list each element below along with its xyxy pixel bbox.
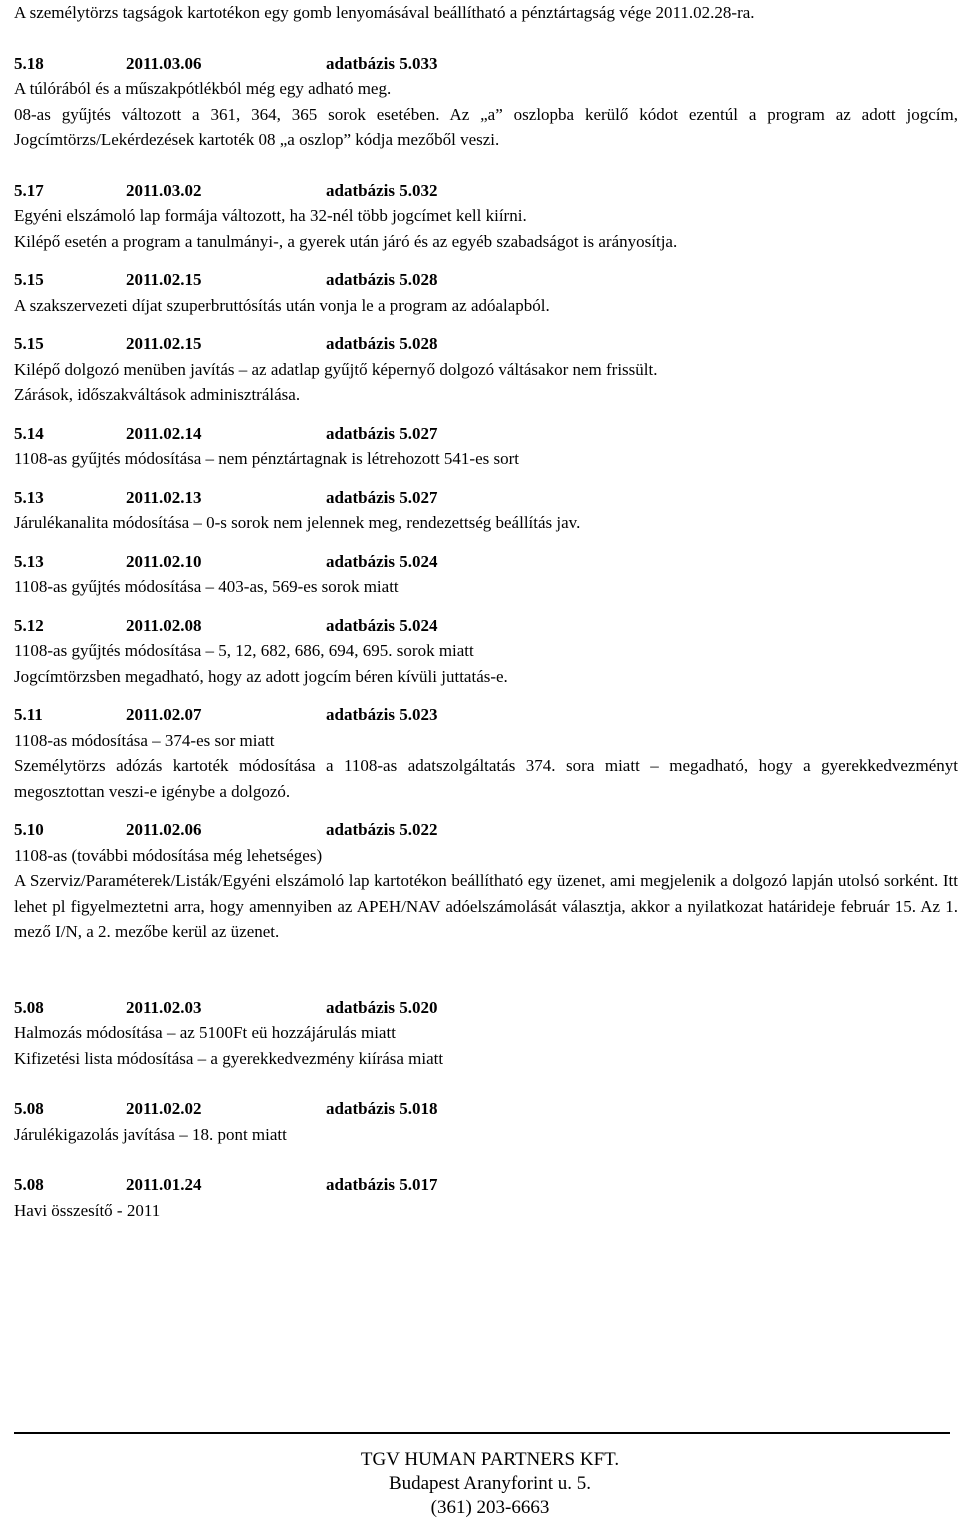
changelog-entry [14, 1172, 958, 1223]
entry-date: 2011.02.02 [126, 1099, 202, 1118]
entry-header [14, 421, 958, 447]
entry-header [14, 549, 958, 575]
entry-date: 2011.02.10 [126, 551, 202, 571]
page-footer [10, 1448, 960, 1520]
entry-line: A túlórából és a műszakpótlékból még egy adható meg. [14, 79, 392, 98]
footer-divider [14, 1432, 950, 1434]
footer-company: TGV HUMAN PARTNERS KFT. [360, 1449, 620, 1470]
entry-date: 2011.03.02 [126, 180, 202, 200]
entry-version: 5.08 [14, 1175, 44, 1194]
entry-line: Kifizetési lista módosítása – a gyerekkedvezmény kiírása miatt [14, 1048, 444, 1068]
entry-header [14, 1172, 958, 1198]
entry-line: A Szerviz/Paraméterek/Listák/Egyéni elszámoló lap kartotékon beállítható egy üzenet, ami megjelenik a dolgozó lapján utolsó sorként. Itt lehet pl figyelmeztetni arra, hogy amennyiben az APEH/NAV adóelszámolását választja, akkor a nyilatkozat határideje február 15. Az 1. mező I/N, a 2. mezőbe kerül az üzenet. [14, 871, 958, 941]
entry-line: 1108-as gyűjtés módosítása – 403-as, 569-es sorok miatt [14, 577, 399, 596]
entry-version: 5.15 [14, 334, 44, 353]
changelog-entry [14, 1096, 958, 1147]
entry-database: adatbázis 5.023 [326, 705, 438, 724]
entry-header [14, 995, 958, 1021]
entry-header [14, 178, 958, 204]
entry-date: 2011.02.13 [126, 487, 202, 507]
footer-phone: (361) 203-6663 [430, 1497, 550, 1518]
document-body [14, 0, 958, 1223]
entry-header [14, 267, 958, 293]
entry-header [14, 1096, 958, 1122]
entry-version: 5.13 [14, 551, 44, 571]
entry-line: 1108-as módosítása – 374-es sor miatt [14, 730, 275, 750]
changelog-entry [14, 485, 958, 536]
entry-date: 2011.02.06 [126, 820, 202, 839]
entry-header [14, 702, 958, 728]
entry-line: Jogcímtörzsben megadható, hogy az adott jogcím béren kívüli juttatás-e. [14, 666, 508, 686]
entry-database: adatbázis 5.027 [326, 423, 438, 443]
changelog-entry [14, 995, 958, 1072]
changelog-entry [14, 51, 958, 153]
entry-date: 2011.02.07 [126, 705, 202, 724]
entry-header [14, 613, 958, 639]
changelog-entry [14, 331, 958, 408]
entry-line: A szakszervezeti díjat szuperbruttósítás után vonja le a program az adóalapból. [14, 295, 550, 315]
entry-database: adatbázis 5.024 [326, 551, 438, 571]
entry-version: 5.11 [14, 705, 43, 724]
entry-line: Járulékanalita módosítása – 0-s sorok nem jelennek meg, rendezettség beállítás jav. [14, 513, 581, 532]
entry-date: 2011.03.06 [126, 53, 202, 73]
entry-date: 2011.02.03 [126, 997, 202, 1017]
entry-header [14, 51, 958, 77]
entry-database: adatbázis 5.033 [326, 53, 438, 73]
entry-database: adatbázis 5.024 [326, 615, 438, 635]
entry-database: adatbázis 5.017 [326, 1175, 438, 1194]
entry-version: 5.17 [14, 180, 44, 200]
changelog-entry [14, 267, 958, 318]
entry-header [14, 817, 958, 843]
changelog-entry [14, 817, 958, 945]
entry-date: 2011.01.24 [126, 1175, 202, 1194]
entry-line: 1108-as gyűjtés módosítása – 5, 12, 682, 686, 694, 695. sorok miatt [14, 641, 474, 660]
entry-version: 5.10 [14, 820, 44, 839]
entry-version: 5.08 [14, 997, 44, 1017]
entry-date: 2011.02.15 [126, 270, 202, 289]
changelog-entry [14, 613, 958, 690]
entry-version: 5.15 [14, 270, 44, 289]
entry-line: 1108-as (további módosítása még lehetséges) [14, 845, 323, 865]
entry-line: Járulékigazolás javítása – 18. pont miatt [14, 1124, 287, 1144]
entry-database: adatbázis 5.018 [326, 1099, 438, 1118]
entry-line: Egyéni elszámoló lap formája változott, ha 32-nél több jogcímet kell kiírni. [14, 206, 527, 225]
changelog-entry [14, 178, 958, 255]
entry-database: adatbázis 5.027 [326, 487, 438, 507]
entry-version: 5.18 [14, 53, 44, 73]
entry-version: 5.13 [14, 487, 44, 507]
entry-database: adatbázis 5.020 [326, 997, 438, 1017]
footer-address: Budapest Aranyforint u. 5. [388, 1473, 592, 1494]
entry-version: 5.08 [14, 1099, 44, 1118]
entry-line: Havi összesítő - 2011 [14, 1200, 161, 1220]
entry-line: 08-as gyűjtés változott a 361, 364, 365 sorok esetében. Az „a” oszlopba kerülő kódot ezentúl a program az adott jogcím, Jogcímtörzs/Lekérdezések kartoték 08 „a oszlop” kódja mezőből veszi. [14, 104, 958, 149]
entry-date: 2011.02.15 [126, 334, 202, 353]
entry-database: adatbázis 5.022 [326, 820, 438, 839]
entry-line: Személytörzs adózás kartoték módosítása a 1108-as adatszolgáltatás 374. sora miatt – megadható, hogy a gyerekkedvezményt megosztottan veszi-e igénybe a dolgozó. [14, 756, 958, 801]
entry-header [14, 485, 958, 511]
entry-database: adatbázis 5.032 [326, 180, 438, 200]
entry-line: Kilépő dolgozó menüben javítás – az adatlap gyűjtő képernyő dolgozó váltásakor nem frissült. [14, 359, 658, 379]
entry-version: 5.12 [14, 615, 44, 635]
entry-line: Kilépő esetén a program a tanulmányi-, a gyerek után járó és az egyéb szabadságot is arányosítja. [14, 231, 678, 251]
entry-line: Zárások, időszakváltások adminisztrálása. [14, 385, 301, 404]
changelog-entry [14, 702, 958, 804]
entry-line: Halmozás módosítása – az 5100Ft eü hozzájárulás miatt [14, 1023, 396, 1042]
changelog-entry [14, 549, 958, 600]
changelog-entry [14, 421, 958, 472]
entry-date: 2011.02.08 [126, 615, 202, 635]
intro-text: A személytörzs tagságok kartotékon egy gomb lenyomásával beállítható a pénztártagság vége 2011.02.28-ra. [14, 3, 755, 22]
entry-database: adatbázis 5.028 [326, 270, 438, 289]
entry-line: 1108-as gyűjtés módosítása – nem pénztártagnak is létrehozott 541-es sort [14, 449, 519, 468]
entry-date: 2011.02.14 [126, 423, 202, 443]
entry-version: 5.14 [14, 423, 44, 443]
entry-header [14, 331, 958, 357]
entry-database: adatbázis 5.028 [326, 334, 438, 353]
